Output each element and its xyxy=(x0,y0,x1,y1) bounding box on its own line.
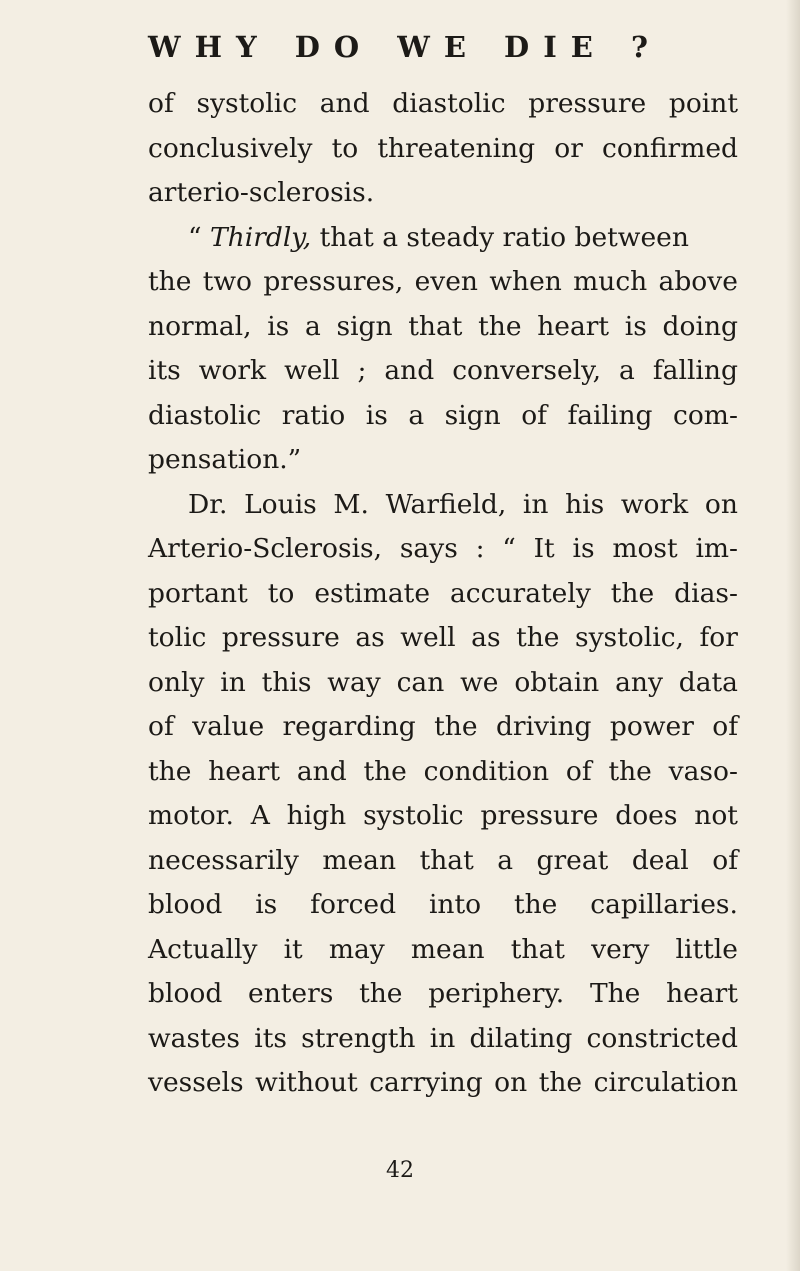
open-quote: “ xyxy=(188,221,210,253)
text-line: vessels without carrying on the circulation xyxy=(148,1067,738,1098)
text-line: Arterio-Sclerosis, says : “ It is most im- xyxy=(148,533,738,564)
text-line: of value regarding the driving power of xyxy=(148,711,738,742)
text-line: blood is forced into the capillaries. xyxy=(148,889,738,920)
page-edge-shadow xyxy=(786,0,800,1271)
text-line: arterio-sclerosis. xyxy=(148,177,375,208)
line-remainder: that a steady ratio between xyxy=(311,221,689,253)
text-line: the heart and the condition of the vaso- xyxy=(148,755,738,787)
text-line: blood enters the periphery. The heart xyxy=(148,978,738,1009)
emphasis-thirdly: Thirdly, xyxy=(209,221,312,253)
text-line: the two pressures, even when much above xyxy=(148,266,738,297)
text-line: tolic pressure as well as the systolic, for xyxy=(148,622,738,653)
text-line: only in this way can we obtain any data xyxy=(148,666,738,698)
text-line: normal, is a sign that the heart is doing xyxy=(148,310,738,342)
text-line: portant to estimate accurately the dias- xyxy=(148,577,738,609)
text-line: conclusively to threatening or confirmed xyxy=(148,132,738,164)
text-line: of systolic and diastolic pressure point xyxy=(148,88,738,119)
text-line: wastes its strength in dilating constricted xyxy=(148,1022,738,1054)
text-line: necessarily mean that a great deal of xyxy=(148,844,738,876)
text-line: motor. A high systolic pressure does not xyxy=(148,800,738,831)
text-line: Dr. Louis M. Warfield, in his work on xyxy=(188,488,738,520)
text-line: Actually it may mean that very little xyxy=(148,933,738,965)
body-text xyxy=(148,82,738,1106)
text-line: its work well ; and conversely, a falling xyxy=(148,355,738,386)
running-head: WHY DO WE DIE ? xyxy=(148,30,662,64)
page-number: 42 xyxy=(386,1158,414,1183)
text-line: diastolic ratio is a sign of failing com- xyxy=(148,399,738,431)
text-line xyxy=(148,216,738,261)
text-line: pensation.” xyxy=(148,444,302,475)
